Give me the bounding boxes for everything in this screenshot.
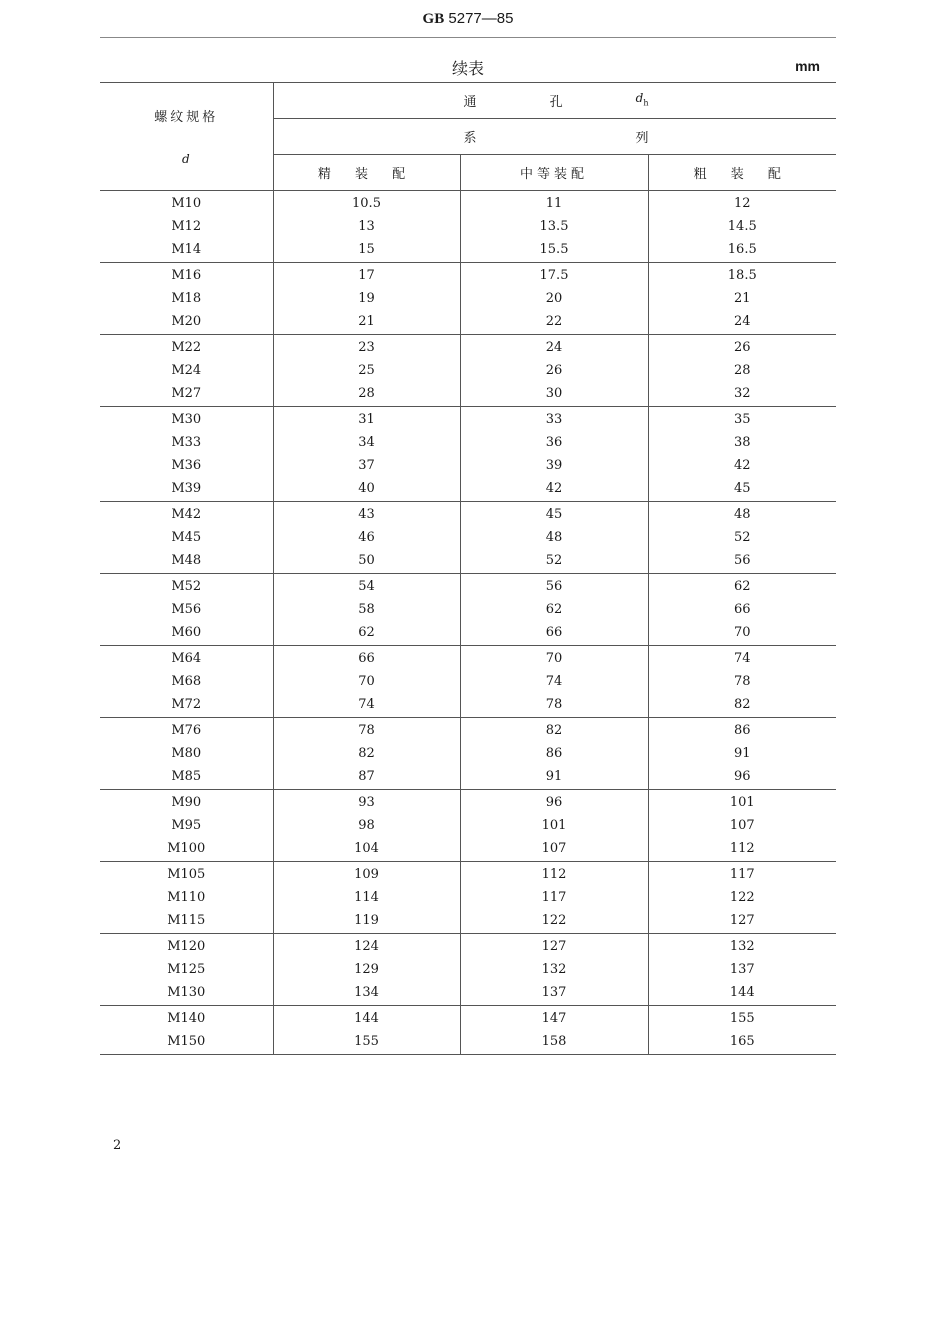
- thread-spec: M39: [171, 481, 202, 496]
- fine-fit-value: 74: [358, 697, 375, 712]
- coarse-fit-value-cell: [648, 790, 836, 862]
- fine-fit-value-cell: [273, 862, 460, 934]
- thread-spec-cell: [100, 934, 273, 1006]
- coarse-fit-value-cell: [648, 574, 836, 646]
- fine-fit-value: 31: [358, 412, 375, 427]
- thread-spec-cell: [100, 790, 273, 862]
- spec-header-symbol: d: [182, 151, 190, 166]
- coarse-fit-value: 101: [729, 795, 755, 810]
- fine-fit-value-cell: [273, 407, 460, 502]
- fine-fit-value: 82: [358, 746, 375, 761]
- medium-fit-value: 17.5: [539, 268, 569, 283]
- coarse-fit-value-cell: [648, 263, 836, 335]
- thread-spec: M64: [171, 651, 202, 666]
- medium-fit-value: 30: [545, 386, 563, 401]
- thread-spec-cell: [100, 862, 273, 934]
- hole-header-cell: [273, 83, 836, 119]
- coarse-fit-value: 24: [733, 314, 751, 329]
- coarse-fit-value: 12: [733, 196, 751, 211]
- table-row-group: [100, 862, 836, 934]
- medium-fit-value-cell: [460, 335, 648, 407]
- coarse-fit-value: 62: [733, 579, 751, 594]
- fine-fit-value: 114: [354, 890, 379, 905]
- coarse-fit-value: 38: [733, 435, 751, 450]
- coarse-fit-header: 粗 装 配: [648, 155, 836, 191]
- fine-fit-value-cell: [273, 1006, 460, 1055]
- coarse-fit-value: 18.5: [727, 268, 757, 283]
- coarse-fit-value: 96: [733, 769, 751, 784]
- fine-fit-value: 23: [358, 340, 375, 355]
- thread-spec-cell: [100, 574, 273, 646]
- medium-fit-value-cell: [460, 407, 648, 502]
- thread-spec: M110: [167, 890, 206, 905]
- thread-spec: M68: [171, 674, 202, 689]
- coarse-fit-value: 28: [733, 363, 751, 378]
- medium-fit-value-cell: [460, 862, 648, 934]
- fine-fit-value-cell: [273, 191, 460, 263]
- thread-spec-cell: [100, 263, 273, 335]
- medium-fit-value: 15.5: [539, 242, 569, 257]
- thread-spec: M150: [167, 1034, 206, 1049]
- thread-spec: M95: [171, 818, 202, 833]
- coarse-fit-value: 52: [733, 530, 751, 545]
- coarse-fit-value: 35: [733, 412, 751, 427]
- table-row-group: [100, 574, 836, 646]
- spec-header-label: 螺纹规格: [154, 109, 219, 125]
- thread-spec: M24: [171, 363, 202, 378]
- medium-fit-header: 中等装配: [460, 155, 648, 191]
- coarse-fit-value: 132: [729, 939, 755, 954]
- table-row-group: [100, 934, 836, 1006]
- fine-fit-value: 10.5: [352, 196, 381, 211]
- medium-fit-value: 36: [545, 435, 563, 450]
- coarse-fit-value: 32: [733, 386, 751, 401]
- coarse-fit-value: 165: [729, 1034, 755, 1049]
- medium-fit-value: 70: [545, 651, 563, 666]
- thread-spec: M10: [171, 196, 202, 211]
- medium-fit-value: 56: [545, 579, 563, 594]
- fine-fit-value: 46: [358, 530, 375, 545]
- thread-spec: M140: [167, 1011, 206, 1026]
- thread-spec: M76: [171, 723, 202, 738]
- medium-fit-value: 11: [545, 196, 563, 211]
- spec-header-cell: [100, 83, 273, 191]
- thread-spec: M80: [171, 746, 202, 761]
- fine-fit-value: 119: [354, 913, 379, 928]
- coarse-fit-value-cell: [648, 1006, 836, 1055]
- fine-fit-value: 129: [354, 962, 379, 977]
- coarse-fit-value: 82: [733, 697, 751, 712]
- thread-spec: M60: [171, 625, 202, 640]
- thread-spec-cell: [100, 191, 273, 263]
- coarse-fit-value-cell: [648, 646, 836, 718]
- fine-fit-value: 28: [358, 386, 375, 401]
- medium-fit-value: 96: [545, 795, 563, 810]
- coarse-fit-value: 56: [733, 553, 751, 568]
- medium-fit-value: 33: [545, 412, 563, 427]
- thread-spec: M48: [171, 553, 202, 568]
- thread-spec: M16: [171, 268, 202, 283]
- fine-fit-value: 70: [358, 674, 375, 689]
- medium-fit-value: 101: [541, 818, 567, 833]
- medium-fit-value-cell: [460, 502, 648, 574]
- table-row-group: [100, 646, 836, 718]
- fine-fit-value-cell: [273, 646, 460, 718]
- thread-spec-cell: [100, 718, 273, 790]
- medium-fit-value: 26: [545, 363, 563, 378]
- coarse-fit-value: 107: [729, 818, 755, 833]
- coarse-fit-value: 21: [733, 291, 751, 306]
- thread-spec-cell: [100, 646, 273, 718]
- coarse-fit-value-cell: [648, 335, 836, 407]
- table-caption: 续表: [451, 59, 484, 78]
- thread-spec: M14: [171, 242, 202, 257]
- fine-fit-value-cell: [273, 263, 460, 335]
- fine-fit-value: 109: [354, 867, 379, 882]
- coarse-fit-value: 117: [729, 867, 755, 882]
- fine-fit-value: 15: [358, 242, 375, 257]
- medium-fit-value-cell: [460, 718, 648, 790]
- fine-fit-value: 21: [358, 314, 375, 329]
- fine-fit-value: 19: [358, 291, 375, 306]
- fine-fit-value: 17: [358, 268, 375, 283]
- thread-spec-cell: [100, 335, 273, 407]
- thread-spec-cell: [100, 502, 273, 574]
- fine-fit-value-cell: [273, 335, 460, 407]
- fine-fit-value: 43: [358, 507, 375, 522]
- clearance-hole-table: [100, 82, 836, 1055]
- medium-fit-value-cell: [460, 646, 648, 718]
- medium-fit-value-cell: [460, 191, 648, 263]
- coarse-fit-value-cell: [648, 718, 836, 790]
- fine-fit-value: 134: [354, 985, 379, 1000]
- table-row-group: [100, 407, 836, 502]
- medium-fit-value: 74: [545, 674, 563, 689]
- medium-fit-value: 132: [541, 962, 567, 977]
- medium-fit-value: 62: [545, 602, 563, 617]
- medium-fit-value: 66: [545, 625, 563, 640]
- medium-fit-value: 107: [541, 841, 567, 856]
- coarse-fit-value-cell: [648, 191, 836, 263]
- medium-fit-value: 117: [541, 890, 567, 905]
- fine-fit-value: 54: [358, 579, 375, 594]
- fine-fit-value-cell: [273, 934, 460, 1006]
- fine-fit-value-cell: [273, 718, 460, 790]
- header-rule: [100, 37, 836, 38]
- medium-fit-value: 24: [545, 340, 563, 355]
- standard-prefix: GB: [422, 11, 445, 27]
- standard-number: 5277—85: [448, 10, 514, 27]
- coarse-fit-value-cell: [648, 502, 836, 574]
- thread-spec: M42: [171, 507, 202, 522]
- thread-spec: M52: [171, 579, 202, 594]
- medium-fit-value-cell: [460, 934, 648, 1006]
- coarse-fit-value: 42: [733, 458, 751, 473]
- hole-symbol: $d_h$: [635, 91, 649, 108]
- thread-spec-cell: [100, 1006, 273, 1055]
- coarse-fit-value: 86: [733, 723, 751, 738]
- thread-spec: M85: [171, 769, 202, 784]
- coarse-fit-value: 66: [733, 602, 751, 617]
- coarse-fit-value: 144: [729, 985, 755, 1000]
- fine-fit-value: 124: [354, 939, 379, 954]
- thread-spec: M130: [167, 985, 206, 1000]
- hole-label-mid: 孔: [549, 95, 563, 110]
- table-row-group: [100, 1006, 836, 1055]
- fine-fit-value: 144: [354, 1011, 379, 1026]
- table-row-group: [100, 718, 836, 790]
- hole-label-left: 通: [463, 95, 477, 110]
- thread-spec: M36: [171, 458, 202, 473]
- medium-fit-value: 86: [545, 746, 563, 761]
- coarse-fit-value: 16.5: [727, 242, 757, 257]
- medium-fit-value: 20: [545, 291, 563, 306]
- thread-spec-cell: [100, 407, 273, 502]
- table-row-group: [100, 191, 836, 263]
- fine-fit-value: 13: [358, 219, 375, 234]
- medium-fit-value: 22: [545, 314, 563, 329]
- thread-spec: M33: [171, 435, 202, 450]
- fine-fit-value: 58: [358, 602, 375, 617]
- medium-fit-value: 158: [541, 1034, 567, 1049]
- coarse-fit-value: 26: [733, 340, 751, 355]
- medium-fit-value: 45: [545, 507, 563, 522]
- medium-fit-value: 39: [545, 458, 563, 473]
- medium-fit-value: 42: [545, 481, 563, 496]
- thread-spec: M115: [167, 913, 206, 928]
- fine-fit-header: 精 装 配: [273, 155, 460, 191]
- coarse-fit-value-cell: [648, 407, 836, 502]
- unit-label: mm: [795, 58, 820, 74]
- fine-fit-value: 37: [358, 458, 375, 473]
- thread-spec: M20: [171, 314, 202, 329]
- thread-spec: M125: [167, 962, 206, 977]
- medium-fit-value: 13.5: [539, 219, 569, 234]
- thread-spec: M12: [171, 219, 202, 234]
- medium-fit-value-cell: [460, 263, 648, 335]
- medium-fit-value: 112: [541, 867, 567, 882]
- document-header: [100, 10, 836, 28]
- coarse-fit-value: 78: [733, 674, 751, 689]
- medium-fit-value: 48: [545, 530, 563, 545]
- coarse-fit-value: 137: [729, 962, 755, 977]
- coarse-fit-value: 112: [729, 841, 755, 856]
- fine-fit-value: 62: [358, 625, 375, 640]
- coarse-fit-value: 14.5: [727, 219, 757, 234]
- medium-fit-value: 82: [545, 723, 563, 738]
- fine-fit-value: 50: [358, 553, 375, 568]
- medium-fit-value: 91: [545, 769, 563, 784]
- coarse-fit-value: 91: [733, 746, 751, 761]
- fine-fit-value: 93: [358, 795, 375, 810]
- fine-fit-value-cell: [273, 502, 460, 574]
- thread-spec: M72: [171, 697, 202, 712]
- fine-fit-value: 40: [358, 481, 375, 496]
- table-row-group: [100, 502, 836, 574]
- medium-fit-value: 122: [541, 913, 567, 928]
- medium-fit-value-cell: [460, 1006, 648, 1055]
- coarse-fit-value: 127: [729, 913, 755, 928]
- fine-fit-value: 78: [358, 723, 375, 738]
- thread-spec: M100: [167, 841, 206, 856]
- thread-spec: M90: [171, 795, 202, 810]
- thread-spec: M120: [167, 939, 206, 954]
- thread-spec: M30: [171, 412, 202, 427]
- thread-spec: M56: [171, 602, 202, 617]
- medium-fit-value: 52: [545, 553, 563, 568]
- medium-fit-value: 78: [545, 697, 563, 712]
- fine-fit-value: 155: [354, 1034, 379, 1049]
- fine-fit-value-cell: [273, 790, 460, 862]
- series-header-cell: [273, 119, 836, 155]
- medium-fit-value: 137: [541, 985, 567, 1000]
- fine-fit-value: 104: [354, 841, 379, 856]
- coarse-fit-value-cell: [648, 934, 836, 1006]
- fine-fit-value: 34: [358, 435, 375, 450]
- series-label-right: 列: [635, 131, 649, 146]
- series-label-left: 系: [463, 131, 477, 146]
- coarse-fit-value: 45: [733, 481, 751, 496]
- fine-fit-value: 87: [358, 769, 375, 784]
- thread-spec: M22: [171, 340, 202, 355]
- fine-fit-value-cell: [273, 574, 460, 646]
- coarse-fit-value: 48: [733, 507, 751, 522]
- coarse-fit-value: 70: [733, 625, 751, 640]
- table-row-group: [100, 790, 836, 862]
- coarse-fit-value: 74: [733, 651, 751, 666]
- thread-spec: M18: [171, 291, 202, 306]
- fine-fit-value: 66: [358, 651, 375, 666]
- thread-spec: M105: [167, 867, 206, 882]
- table-row-group: [100, 263, 836, 335]
- medium-fit-value-cell: [460, 574, 648, 646]
- thread-spec: M27: [171, 386, 202, 401]
- medium-fit-value: 127: [541, 939, 567, 954]
- fine-fit-value: 25: [358, 363, 375, 378]
- thread-spec: M45: [171, 530, 202, 545]
- page-number: 2: [113, 1138, 122, 1153]
- medium-fit-value-cell: [460, 790, 648, 862]
- table-row-group: [100, 335, 836, 407]
- medium-fit-value: 147: [541, 1011, 567, 1026]
- coarse-fit-value: 122: [729, 890, 755, 905]
- coarse-fit-value: 155: [729, 1011, 755, 1026]
- coarse-fit-value-cell: [648, 862, 836, 934]
- fine-fit-value: 98: [358, 818, 375, 833]
